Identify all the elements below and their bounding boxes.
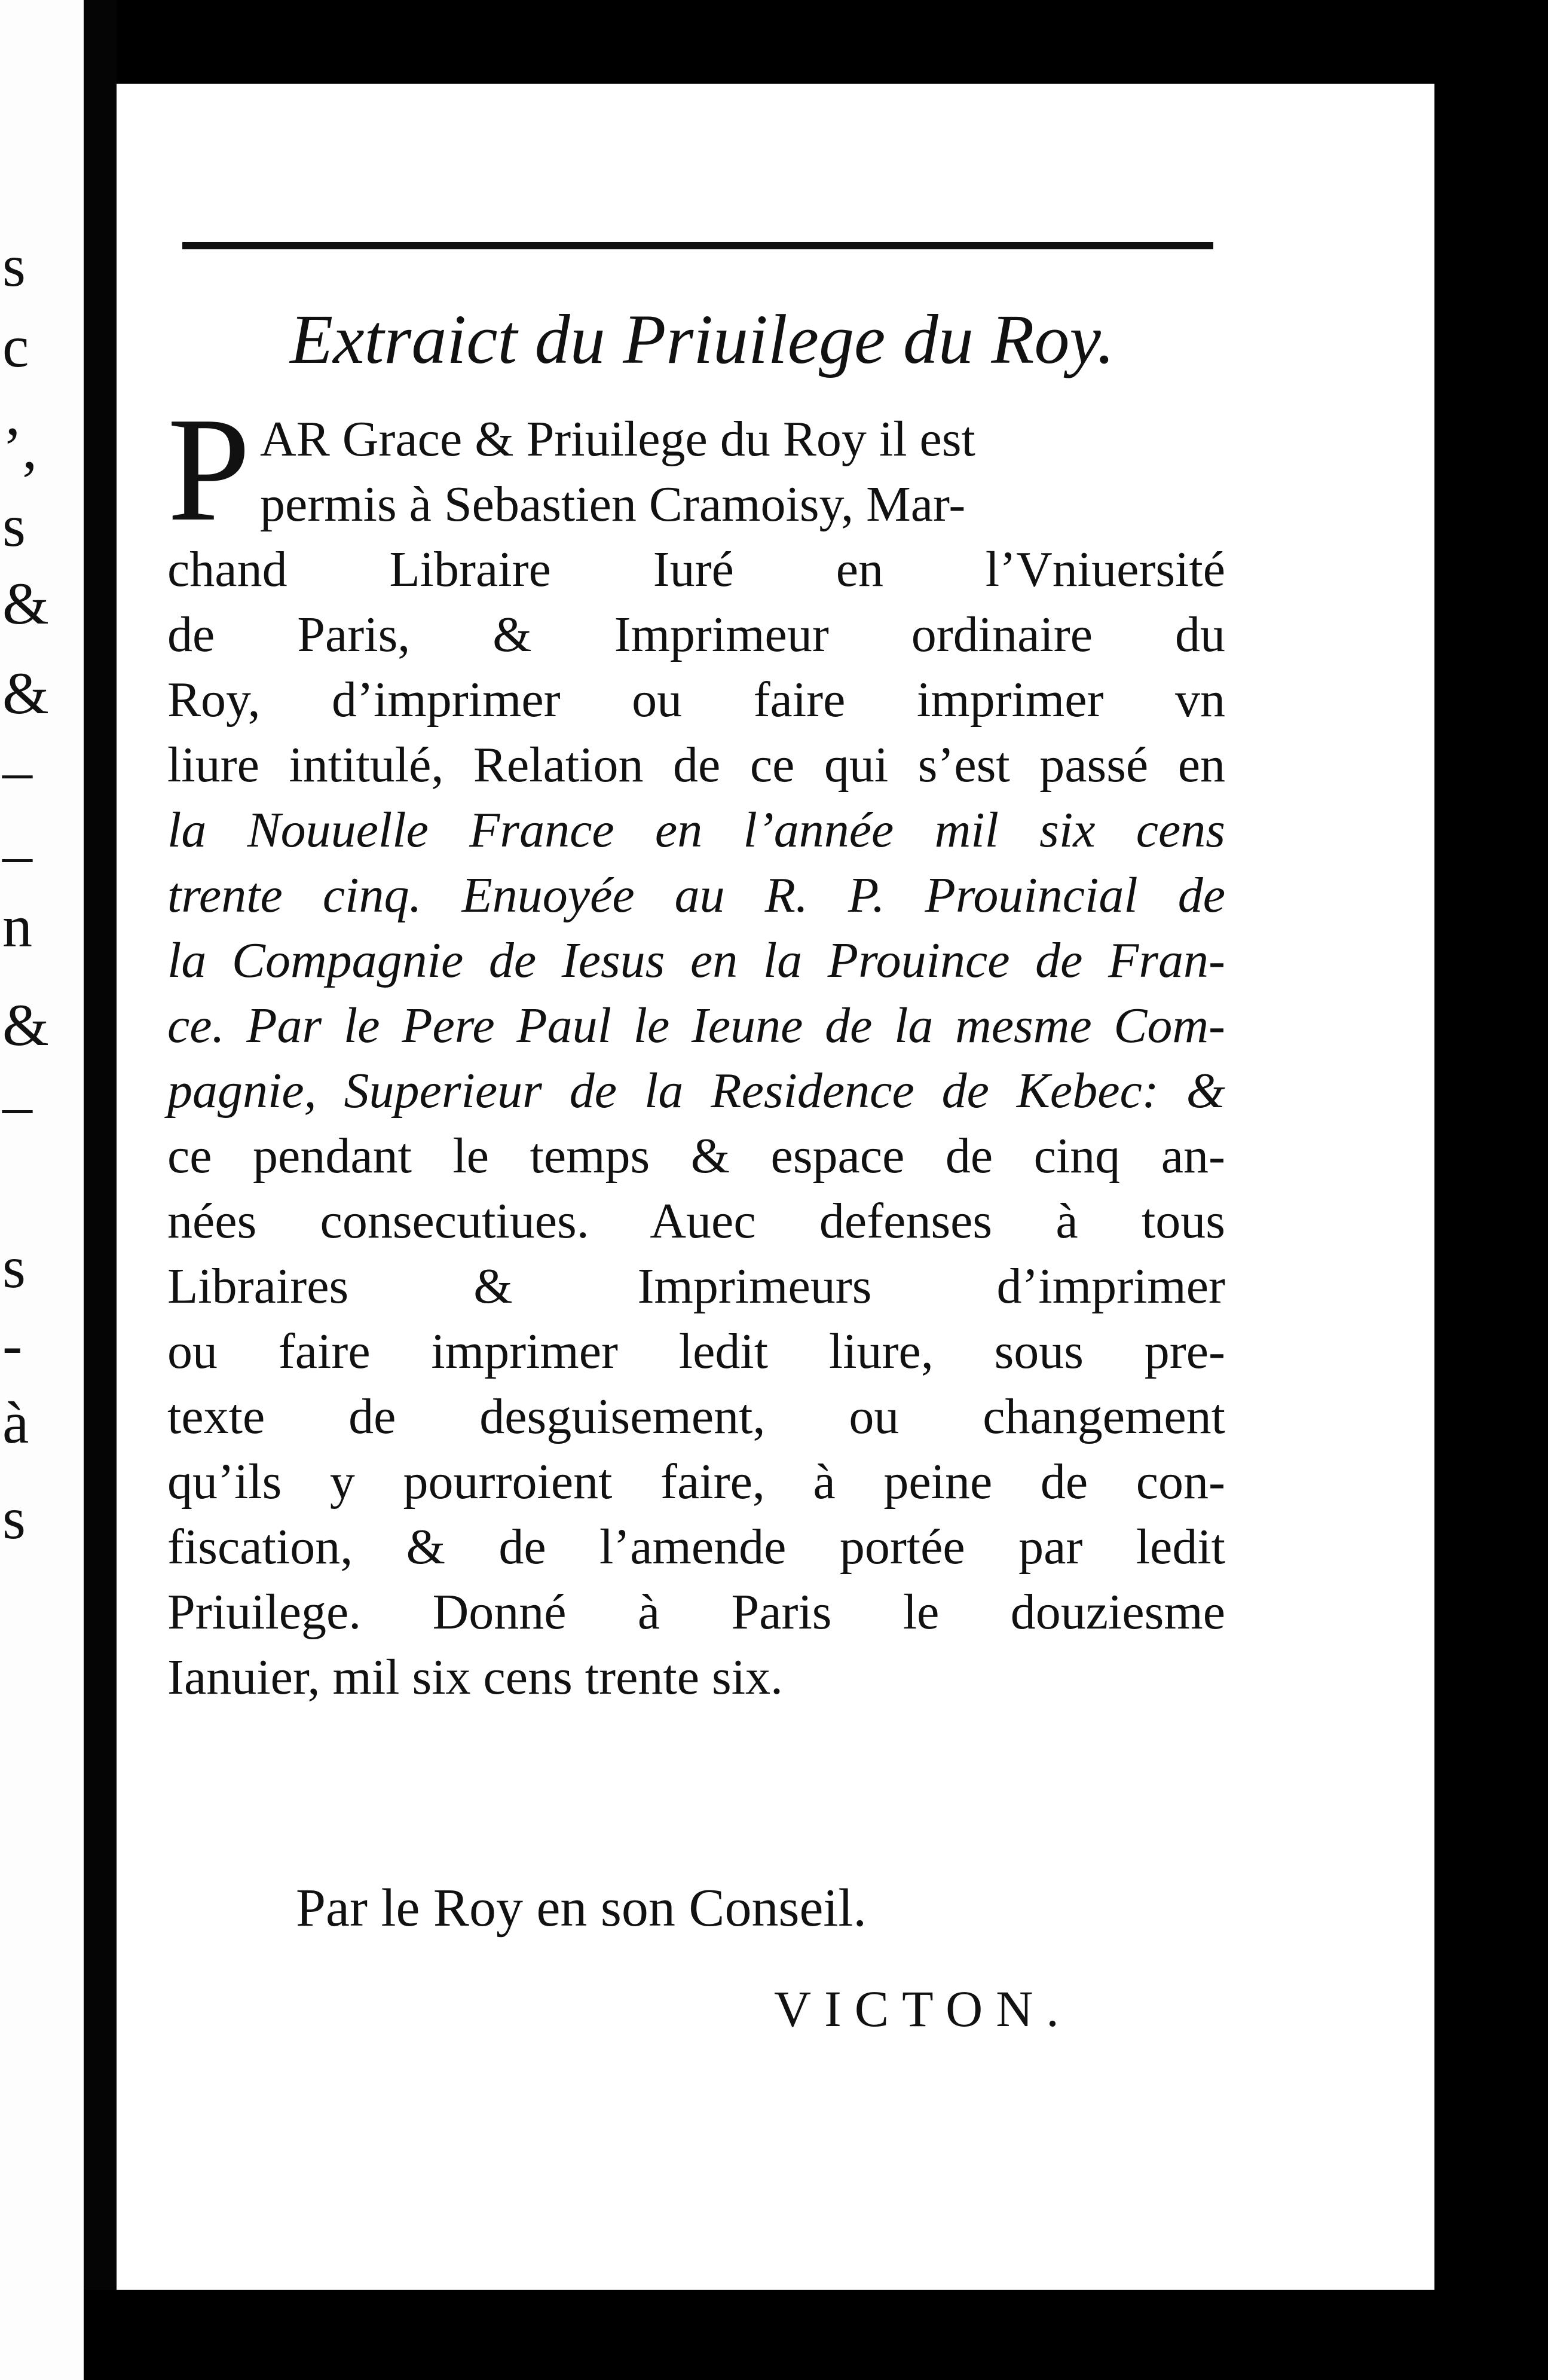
text-line: ce. Par le Pere Paul le Ieune de la mesme Com- [167,998,1225,1053]
text-line: Libraires & Imprimeurs d’imprimer [167,1258,1225,1314]
margin-fragment: – [2,821,32,888]
margin-fragment: s [2,233,26,299]
book-gutter [84,0,117,2380]
book-page [117,84,1434,2290]
text-line: fiscation, & de l’amende portée par ledit [167,1519,1225,1575]
scan-top-border [84,0,1548,84]
page-title: Extraict du Priuilege du Roy. [290,300,1115,378]
adjacent-page-margin [0,0,84,2380]
text-line-rest: Grace & Priuilege du Roy il est [329,411,975,467]
text-line: nées consecutiues. Auec defenses à tous [167,1193,1225,1249]
text-line: de Paris, & Imprimeur ordinaire du [167,607,1225,662]
text-line: qu’ils y pourroient faire, à peine de con- [167,1454,1225,1510]
text-line: Roy, d’imprimer ou faire imprimer vn [167,672,1225,728]
signer-name: VICTON. [774,1980,1072,2037]
scan-right-border [1434,0,1548,2380]
text-line: permis à Sebastien Cramoisy, Mar- [260,476,966,532]
margin-fragment: – [2,1073,32,1139]
header-rule [182,242,1213,249]
small-caps-word: AR [260,411,330,467]
text-line: liure intitulé, Relation de ce qui s’est passé en [167,737,1225,793]
text-line: chand Libraire Iuré en l’Vniuersité [167,542,1225,597]
margin-fragment: ’, [2,415,38,481]
text-line: ce pendant le temps & espace de cinq an- [167,1128,1225,1184]
privilege-text [167,387,1225,1710]
margin-fragment: s [2,1234,26,1300]
text-line: trente cinq. Enuoyée au R. P. Prouincial de [167,867,1225,923]
margin-fragment: - [2,1312,23,1378]
margin-fragment: & [2,660,49,726]
scan-bottom-border [84,2290,1548,2380]
margin-fragment: – [2,738,32,804]
margin-fragment: & [2,570,49,637]
margin-fragment: s [2,493,26,559]
text-line: la Compagnie de Iesus en la Prouince de Fran- [167,933,1225,988]
margin-fragment: à [2,1389,29,1456]
text-line: texte de desguisement, ou changement [167,1389,1225,1444]
margin-fragment: & [2,992,49,1058]
margin-fragment: s [2,1485,26,1551]
text-line: Priuilege. Donné à Paris le douziesme [167,1584,1225,1640]
text-line: la Nouuelle France en l’année mil six cens [167,802,1225,858]
margin-fragment: n [2,893,32,960]
margin-fragment: c [2,313,29,380]
text-line: ou faire imprimer ledit liure, sous pre- [167,1324,1225,1379]
text-line [167,407,1225,472]
text-line: Ianuier, mil six cens trente six. [167,1649,784,1705]
signoff: Par le Roy en son Conseil. [296,1878,867,1938]
drop-cap: P [167,387,251,552]
text-line: pagnie, Superieur de la Residence de Kebec: & [167,1063,1225,1119]
